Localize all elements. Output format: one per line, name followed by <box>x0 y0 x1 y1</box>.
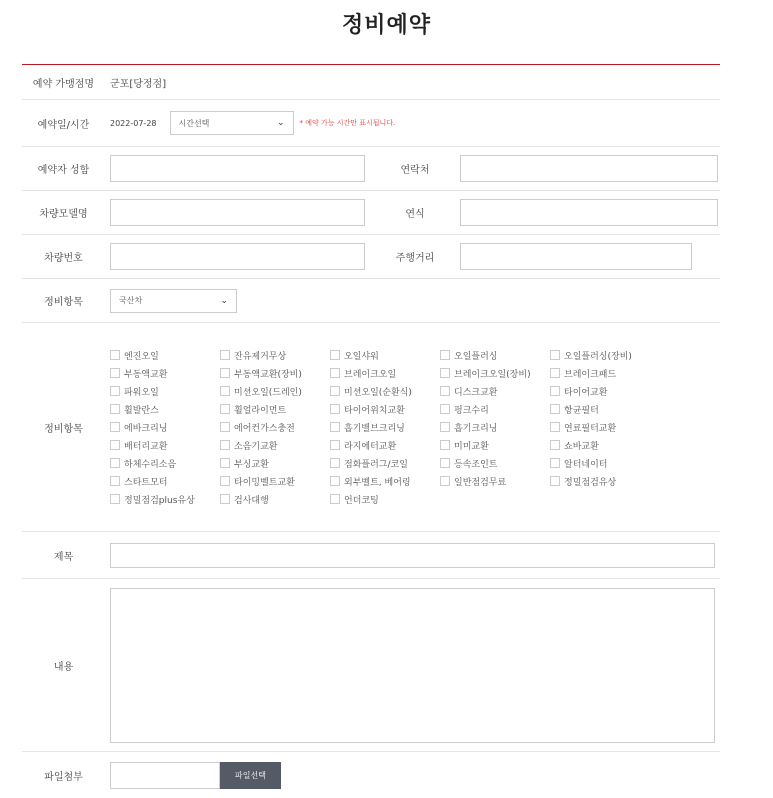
checkbox-item[interactable] <box>220 474 330 488</box>
page-title: 정비예약 <box>341 13 431 38</box>
checkbox-label: 라지에터교환 <box>344 441 397 452</box>
checkbox-label: 에바크리닝 <box>124 423 168 434</box>
checkbox-item[interactable] <box>440 348 550 362</box>
checkbox-item[interactable] <box>330 456 440 470</box>
checkbox-item[interactable] <box>220 366 330 380</box>
checkbox-label: 타이어위치교환 <box>344 405 405 416</box>
phone-input[interactable] <box>460 155 718 182</box>
checkbox-label: 잔유제거무상 <box>234 351 287 362</box>
checkbox-label: 브레이크오일(장비) <box>454 369 531 380</box>
checkbox-label: 휠발란스 <box>124 405 159 416</box>
checkbox-label: 연료필터교환 <box>564 423 617 434</box>
checkbox[interactable] <box>330 440 340 450</box>
checkbox-label: 소음기교환 <box>234 441 278 452</box>
shop-value: 군포[당정점] <box>110 78 167 90</box>
file-label: 파일첨부 <box>44 771 83 783</box>
checkbox-label: 타이밍벨트교환 <box>234 477 295 488</box>
checkbox-item[interactable] <box>220 420 330 434</box>
checkbox-label: 일반점검무료 <box>454 477 507 488</box>
checkbox-item[interactable] <box>220 348 330 362</box>
mileage-label: 주행거리 <box>395 253 435 264</box>
checkbox-label: 외부벨트, 베어링 <box>344 477 411 488</box>
checkbox[interactable] <box>440 386 450 396</box>
checkbox-item[interactable] <box>110 420 220 434</box>
checkbox-item[interactable] <box>550 402 660 416</box>
checkbox[interactable] <box>220 422 230 432</box>
checkbox-item[interactable] <box>440 420 550 434</box>
checkbox-item[interactable] <box>110 348 220 362</box>
checkbox-item[interactable] <box>330 402 440 416</box>
checkbox-item[interactable] <box>550 474 660 488</box>
checkbox[interactable] <box>440 350 450 360</box>
phone-label: 연락처 <box>400 165 430 176</box>
checkbox-label: 점화플러그/코일 <box>344 459 408 470</box>
checkbox-item[interactable] <box>220 456 330 470</box>
chevron-down-icon: ⌄ <box>276 118 285 128</box>
checkbox[interactable] <box>110 422 120 432</box>
checkbox-item[interactable] <box>110 366 220 380</box>
checkbox-label: 등속조인트 <box>454 459 498 470</box>
checkbox-label: 엔진오일 <box>124 351 159 362</box>
checkbox[interactable] <box>110 386 120 396</box>
checkbox-label: 펑크수리 <box>454 405 489 416</box>
checkbox[interactable] <box>220 350 230 360</box>
checkbox-item[interactable] <box>330 492 440 506</box>
items-label: 정비항목 <box>44 423 83 435</box>
checkbox-item[interactable] <box>220 492 330 506</box>
shop-label: 예약 가맹점명 <box>32 78 95 90</box>
checkbox[interactable] <box>550 386 560 396</box>
plate-input[interactable] <box>110 243 365 270</box>
checkbox-item[interactable] <box>550 438 660 452</box>
content-row <box>22 579 720 752</box>
category-select[interactable] <box>110 289 237 313</box>
checkbox-label: 미션오일(드레인) <box>234 387 302 398</box>
checkbox-item[interactable] <box>110 384 220 398</box>
checkbox-label: 항균필터 <box>564 405 599 416</box>
name-row <box>22 147 720 191</box>
checkbox[interactable] <box>330 350 340 360</box>
checkbox[interactable] <box>440 368 450 378</box>
checkbox-item[interactable] <box>330 474 440 488</box>
checkbox-item[interactable] <box>110 492 220 506</box>
name-input[interactable] <box>110 155 365 182</box>
checkbox-label: 정밀점검plus유상 <box>124 495 195 506</box>
file-select-button[interactable]: 파일선택 <box>220 762 281 789</box>
checkbox-label: 정밀점검유상 <box>564 477 617 488</box>
checkbox-label: 흡기밸브크리닝 <box>344 423 405 434</box>
checkbox[interactable] <box>440 422 450 432</box>
model-row <box>22 191 720 235</box>
items-checkbox-group <box>105 348 660 506</box>
checkbox-label: 미션오일(순환식) <box>344 387 412 398</box>
time-select-value: 시간선택 <box>178 118 210 128</box>
checkbox-label: 부동액교환(장비) <box>234 369 302 380</box>
content-textarea[interactable] <box>110 588 715 743</box>
checkbox[interactable] <box>110 404 120 414</box>
year-input[interactable] <box>460 199 718 226</box>
reservation-date[interactable]: 2022-07-28 <box>110 118 157 128</box>
checkbox-label: 하체수리소음 <box>124 459 177 470</box>
checkbox-item[interactable] <box>110 402 220 416</box>
datetime-label: 예약일/시간 <box>37 119 90 131</box>
year-label: 연식 <box>405 209 425 220</box>
checkbox[interactable] <box>220 476 230 486</box>
checkbox-item[interactable] <box>330 384 440 398</box>
checkbox-item[interactable] <box>440 366 550 380</box>
checkbox[interactable] <box>110 368 120 378</box>
checkbox-label: 쇼바교환 <box>564 441 599 452</box>
checkbox[interactable] <box>440 404 450 414</box>
checkbox[interactable] <box>550 440 560 450</box>
checkbox[interactable] <box>330 368 340 378</box>
checkbox-label: 알터네이터 <box>564 459 608 470</box>
checkbox[interactable] <box>440 440 450 450</box>
checkbox-item[interactable] <box>440 456 550 470</box>
checkbox[interactable] <box>330 386 340 396</box>
checkbox-label: 에어컨가스충전 <box>234 423 295 434</box>
file-row <box>22 752 720 798</box>
checkbox[interactable] <box>550 368 560 378</box>
checkbox-label: 배터리교환 <box>124 441 168 452</box>
checkbox-item[interactable] <box>550 456 660 470</box>
items-row <box>22 323 720 532</box>
checkbox[interactable] <box>220 494 230 504</box>
checkbox[interactable] <box>220 440 230 450</box>
checkbox-label: 디스크교환 <box>454 387 498 398</box>
checkbox-item[interactable] <box>440 384 550 398</box>
checkbox[interactable] <box>110 440 120 450</box>
checkbox[interactable] <box>550 350 560 360</box>
checkbox-item[interactable] <box>330 420 440 434</box>
checkbox[interactable] <box>220 458 230 468</box>
checkbox-label: 오일샤워 <box>344 351 379 362</box>
checkbox[interactable] <box>330 422 340 432</box>
checkbox[interactable] <box>110 476 120 486</box>
checkbox[interactable] <box>550 404 560 414</box>
checkbox-label: 타이어교환 <box>564 387 608 398</box>
checkbox-item[interactable] <box>220 438 330 452</box>
checkbox-item[interactable] <box>550 420 660 434</box>
checkbox[interactable] <box>110 458 120 468</box>
checkbox-label: 부동액교환 <box>124 369 168 380</box>
mileage-input[interactable] <box>460 243 692 270</box>
checkbox-item[interactable] <box>330 366 440 380</box>
model-label: 차량모델명 <box>39 209 88 220</box>
checkbox[interactable] <box>220 368 230 378</box>
checkbox-label: 오일플러싱 <box>454 351 498 362</box>
plate-label: 차량번호 <box>44 253 83 264</box>
checkbox-item[interactable] <box>330 438 440 452</box>
checkbox[interactable] <box>220 386 230 396</box>
checkbox-item[interactable] <box>550 348 660 362</box>
checkbox[interactable] <box>440 476 450 486</box>
checkbox-label: 오일플러싱(장비) <box>564 351 632 362</box>
subject-row <box>22 532 720 579</box>
subject-label: 제목 <box>53 551 74 563</box>
chevron-down-icon: ⌄ <box>220 295 228 306</box>
checkbox[interactable] <box>110 350 120 360</box>
checkbox[interactable] <box>550 458 560 468</box>
checkbox[interactable] <box>220 404 230 414</box>
checkbox-label: 브레이크오일 <box>344 369 397 380</box>
checkbox-item[interactable] <box>550 366 660 380</box>
checkbox-item[interactable] <box>440 402 550 416</box>
checkbox[interactable] <box>330 494 340 504</box>
content-label: 내용 <box>53 661 74 673</box>
checkbox-item[interactable] <box>440 438 550 452</box>
checkbox-item[interactable] <box>110 474 220 488</box>
checkbox-label: 브레이크패드 <box>564 369 617 380</box>
checkbox-label: 흡기크리닝 <box>454 423 498 434</box>
checkbox[interactable] <box>110 494 120 504</box>
checkbox-item[interactable] <box>550 384 660 398</box>
checkbox-label: 언더코팅 <box>344 495 379 506</box>
checkbox-item[interactable] <box>220 402 330 416</box>
checkbox-label: 파워오일 <box>124 387 159 398</box>
time-select[interactable] <box>170 111 294 135</box>
checkbox-item[interactable] <box>330 348 440 362</box>
time-notice: * 예약 가능 시간만 표시됩니다. <box>299 119 396 127</box>
checkbox[interactable] <box>550 422 560 432</box>
file-name-input[interactable] <box>110 762 220 789</box>
category-row <box>22 279 720 323</box>
plate-row <box>22 235 720 279</box>
subject-input[interactable] <box>110 543 715 568</box>
checkbox-item[interactable] <box>110 456 220 470</box>
checkbox-item[interactable] <box>440 474 550 488</box>
checkbox-label: 검사대행 <box>234 495 269 506</box>
category-select-value: 국산차 <box>119 296 143 305</box>
name-label: 예약자 성함 <box>37 165 90 176</box>
category-label: 정비항목 <box>44 297 83 308</box>
model-input[interactable] <box>110 199 365 226</box>
checkbox-item[interactable] <box>110 438 220 452</box>
reservation-form <box>22 64 720 798</box>
checkbox[interactable] <box>550 476 560 486</box>
checkbox-item[interactable] <box>220 384 330 398</box>
checkbox-label: 미미교환 <box>454 441 489 452</box>
datetime-row <box>22 100 720 147</box>
checkbox-label: 휠얼라이먼트 <box>234 405 287 416</box>
checkbox[interactable] <box>330 476 340 486</box>
checkbox-label: 부싱교환 <box>234 459 269 470</box>
checkbox-label: 스타트모터 <box>124 477 168 488</box>
shop-row <box>22 65 720 100</box>
checkbox[interactable] <box>330 458 340 468</box>
checkbox[interactable] <box>440 458 450 468</box>
checkbox[interactable] <box>330 404 340 414</box>
